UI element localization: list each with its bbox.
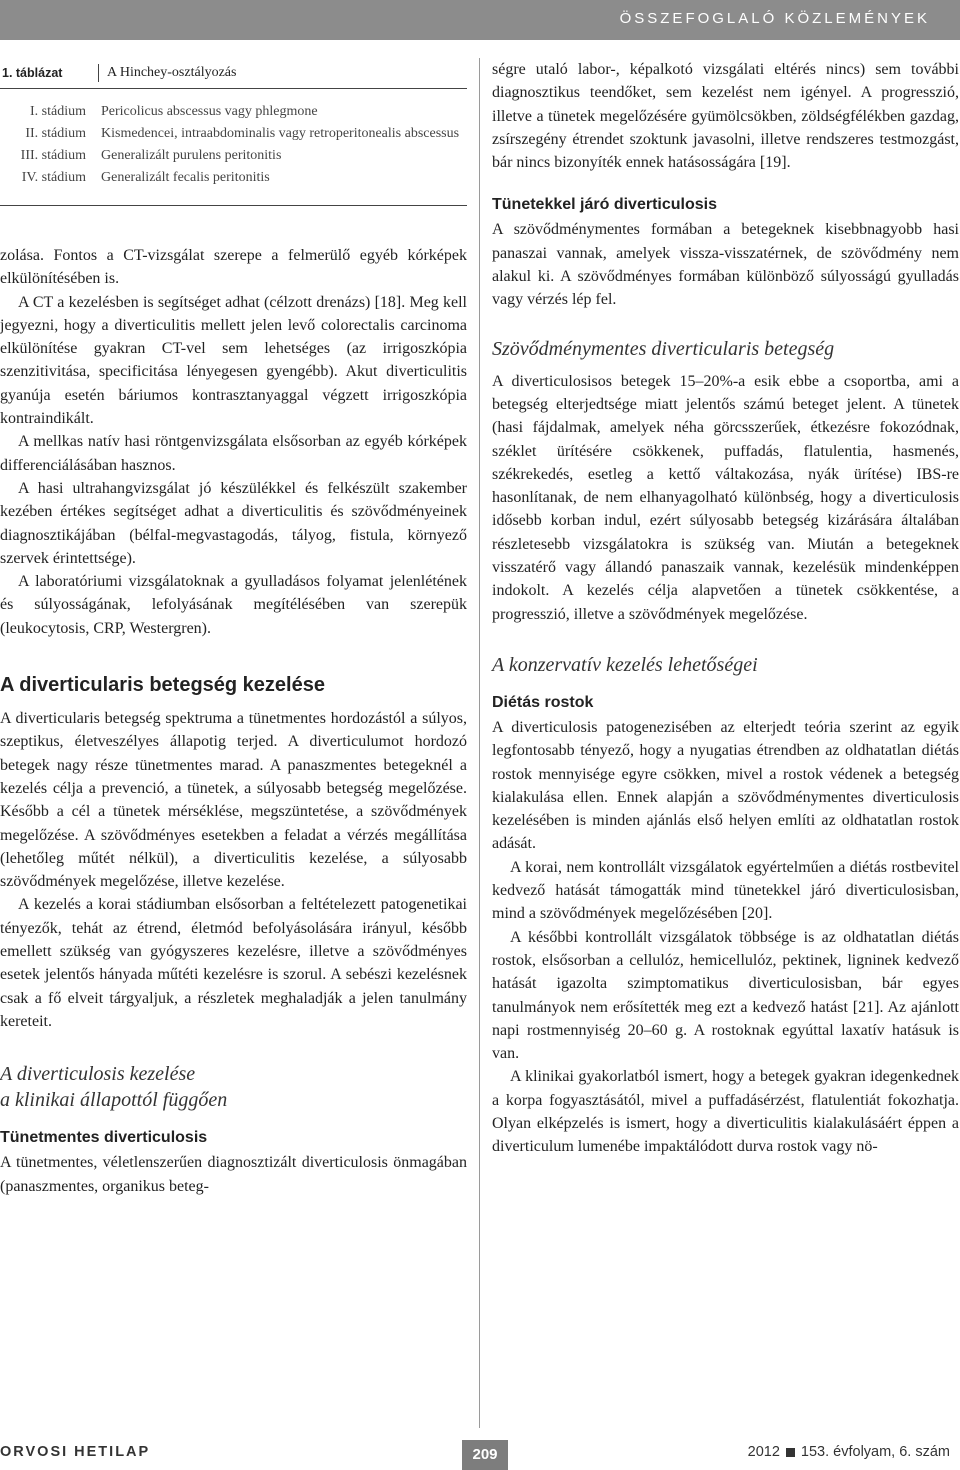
subheading-asymptomatic: Tünetmentes diverticulosis [0,1129,208,1147]
subsection-heading: Szövődménymentes diverticularis betegség [492,337,835,360]
paragraph: A klinikai gyakorlatból ismert, hogy a betegek gyakran idegenkednek a korpa fogyasztásától, mivel a puffadásérzést, flatulentiát fokozhatja. Olyan elképzelés is ismert, hogy a diverticulitis kialakulásáért éppen a diverticulum lumenébe impaktálódott durva rostok vagy nö- [492,1068,959,1156]
paragraph: ségre utaló labor-, képalkotó vizsgálati eltérés nincs) sem további diagnosztikus teendőket, sem kezelést nem igényel. A progresszió, illetve a tünetek megelőzésére gyümölcsökben, zöldségfélékben gazdag, zsírszegény étrendet szoktunk javasolni, illetve rendszeres testmozgást, bár nincs bizonyíték ennek hatásosságára [19]. [492,61,959,172]
paragraph: A mellkas natív hasi röntgenvizsgálata elsősorban az egyéb kórképek differenciálásában hasznos. [0,433,467,474]
paragraph: A kezelés a korai stádiumban elsősorban a feltételezett patogenetikai tényezők, tehát az étrend, életmód befolyásolására irányul, később emellett szükség van gyógyszeres kezelésre, illetve a szövődményes esetek jelentős hányada műtéti kezelésre is szorul. A sebészi kezelésnek csak a fő elveit tárgyaljuk, a részletek meghaladják a jelen tanulmány kereteit. [0,896,467,1030]
left-column [0,58,467,1198]
paragraph: A laboratóriumi vizsgálatoknak a gyulladásos folyamat jelenlétének és súlyosságának, lefolyásának megítélésében van szerepük (leukocytosis, CRP, Westergren). [0,573,467,637]
section-title: ÖSSZEFOGLALÓ KÖZLEMÉNYEK [619,10,930,27]
paragraph: A hasi ultrahangvizsgálat jó készülékkel és felkészült szakember kezében értékes segítséget adhat a diverticulitis és szövődményeinek diagnosztikájában (bélfal-megvastagodás, tályog, fistula, környező szervek érintettsége). [0,479,467,567]
table-label: 1. táblázat [2,66,63,80]
subheading-diet: Diétás rostok [492,693,594,711]
year: 2012 [747,1444,780,1460]
column-divider [479,58,480,1428]
subsection-heading [0,1061,467,1113]
table-row [0,123,467,145]
table-caption [0,58,467,89]
paragraph: A diverticulosisos betegek 15–20%-a esik ebbe a csoportba, ami a betegség elterjedtsége miatt jelentős számú beteget jelent. A tünetek (hasi fájdalmak, amelyek néha görcsszerűek, étkezésre fokozódnak, széklet ürítésére csökkenek, puffadás, flatulentia, hasmenés, székrekedés, esetleg a kettő váltakozása, nyák ürítése) IBS-re hasonlítanak, de nem elhanyagolható különbség, hogy a diverticulosis idősebb korban indul, ezért súlyosabb betegség kizárására általában részletesebb vizsgálatokra is szükség van. Miután a betegeknek visszatérő vagy állandó panaszaik vannak, kezelésük mindenképpen indokolt. A kezelés célja alapvetően a tünetek csökkentése, a progresszió, illetve a szövődmények megelőzése. [492,372,959,623]
stage-description: Generalizált fecalis peritonitis [101,170,270,185]
table-row [0,167,467,189]
paragraph: A korai, nem kontrollált vizsgálatok egyértelműen a diétás rostbevitel kedvező hatását támogatták mind tünetekkel járó diverticulosisban, mind a szövődmények megelőzésében [20]. [492,858,959,923]
heading-line: A diverticulosis kezelése [0,1063,196,1086]
stage-label: I. stádium [30,104,86,119]
paragraph: A szövődménymentes formában a betegeknek kisebbnagyobb hasi panaszai vannak, amelyek vissza-visszatérnek, de szövődmény nem alakul ki. A szövődményes formában különböző súlyosságú gyulladás vagy vérzés lép fel. [492,221,959,309]
stage-label: II. stádium [25,126,86,141]
paragraph: A későbbi kontrollált vizsgálatok többsége is az oldhatatlan diétás rostok, elsősorban a cellulóz, hemicellulóz, pektinek, ligninek kedvező hatását igazolta szimptomatikus diverticulosisban, bár egyes tanulmányok nem erősítették meg ezt a kedvező hatást [21]. Az ajánlott napi rostmennyiség 20–60 g. A rostoknak egyúttal laxatív hatásuk is van. [492,928,959,1063]
stage-description: Pericolicus abscessus vagy phlegmone [101,104,318,119]
paragraph: A tünetmentes, véletlenszerűen diagnosztizált diverticulosis önmagában (panaszmentes, organikus beteg- [0,1154,467,1195]
square-bullet-icon [786,1448,795,1457]
page-footer [0,1440,960,1470]
table-hinchey [0,58,467,206]
header-band [0,0,960,40]
paragraph: zolása. Fontos a CT-vizsgálat szerepe a felmerülő egyéb kórképek elkülönítésében is. [0,247,467,288]
subheading-symptomatic: Tünetekkel járó diverticulosis [492,196,717,214]
page-number: 209 [462,1440,508,1470]
stage-description: Generalizált purulens peritonitis [101,148,282,163]
right-column [492,58,959,1159]
section-heading-treatment: A diverticularis betegség kezelése [0,674,325,697]
stage-label: IV. stádium [21,170,86,185]
subsection-heading: A konzervatív kezelés lehetőségei [492,653,758,676]
stage-description: Kismedencei, intraabdominalis vagy retroperitonealis abscessus [101,126,460,141]
paragraph: A diverticularis betegség spektruma a tünetmentes hordozástól a súlyos, szeptikus, életveszélyes állapotig terjed. A diverticulumot hordozó betegek nagy része tünetmentes marad. A panaszmentes betegeknél a kezelés célja a prevenció, a tünetek, a súlyosabb betegség megelőzése. Később a cél a tünetek mérséklése, megszüntetése, a szövődmények megelőzése. A szövődményes esetekben a feladat a vérzés megállítása (lehetőleg műtét nélkül), a diverticulitis kezelése, a súlyosabb szövődmények megelőzése, illetve kezelése. [0,710,467,891]
table-row [0,101,467,123]
paragraph: A CT a kezelésben is segítséget adhat (célzott drenázs) [18]. Meg kell jegyezni, hogy a diverticulitis mellett jelen levő colorectalis carcinoma elkülönítése gyakran CT-vel sem lehetséges (az irrigoszkópia szenzitivitása, specificitása lényegesen gyengébb). Akut diverticulitis gyanúja esetén báriumos kontrasztanyaggal végzett irrigoszkópia kontraindikált. [0,293,467,428]
volume: 153. évfolyam, 6. szám [800,1444,950,1460]
table-row [0,145,467,167]
journal-name: ORVOSI HETILAP [0,1444,151,1460]
paragraph: A diverticulosis patogenezisében az elterjedt teória szerint az egyik legfontosabb tényező, hogy a nyugatias étrendben az oldhatatlan diétás rostok mennyisége egyre csökken, mivel a rostok védenek a betegség kialakulása ellen. Ennek alapján a szövődménymentes diverticulosis kezelésében is minden ajánlás első helyen említi az oldhatatlan rostok adását. [492,718,959,853]
stage-label: III. stádium [20,148,86,163]
issue-info [748,1444,950,1460]
table-title: A Hinchey-osztályozás [98,64,236,82]
heading-line: a klinikai állapottól függően [0,1089,228,1112]
